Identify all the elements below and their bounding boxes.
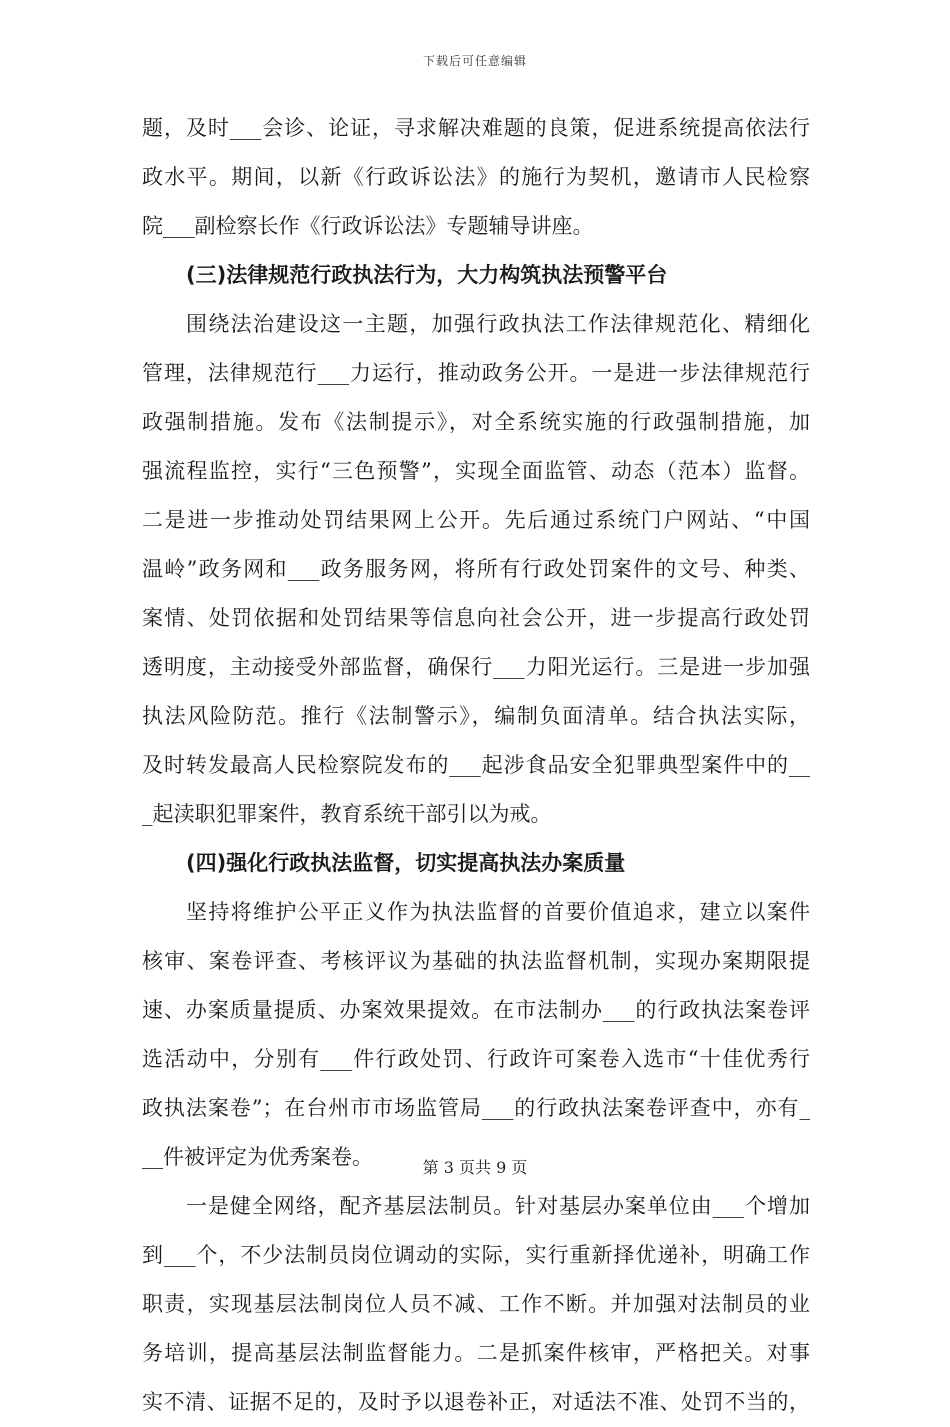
- page-number: 第 3 页共 9 页: [422, 1158, 528, 1177]
- paragraph-line: 核审、案卷评查、考核评议为基础的执法监督机制，实现办案期限提: [142, 949, 810, 973]
- paragraph-line: 政强制措施。发布《法制提示》，对全系统实施的行政强制措施，加: [142, 410, 810, 434]
- document-body: [142, 104, 810, 1427]
- paragraph-line: 政执法案卷”；在台州市市场监管局___的行政执法案卷评查中，亦有_: [142, 1096, 810, 1120]
- paragraph-line: 执法风险防范。推行《法制警示》，编制负面清单。结合执法实际，: [142, 704, 810, 728]
- paragraph-line: 题，及时___会诊、论证，寻求解决难题的良策，促进系统提高依法行: [142, 116, 810, 140]
- paragraph-line: _起渎职犯罪案件，教育系统干部引以为戒。: [142, 802, 552, 826]
- paragraph-line: 到___个，不少法制员岗位调动的实际，实行重新择优递补，明确工作: [142, 1243, 810, 1267]
- paragraph-line: __件被评定为优秀案卷。: [142, 1145, 373, 1169]
- paragraph-line: 及时转发最高人民检察院发布的___起涉食品安全犯罪典型案件中的__: [142, 753, 810, 777]
- paragraph-line: 围绕法治建设这一主题，加强行政执法工作法律规范化、精细化: [186, 312, 810, 336]
- paragraph-line: 透明度，主动接受外部监督，确保行___力阳光运行。三是进一步加强: [142, 655, 810, 679]
- paragraph-line: 政水平。期间，以新《行政诉讼法》的施行为契机，邀请市人民检察: [142, 165, 810, 189]
- paragraph-line: 院___副检察长作《行政诉讼法》专题辅导讲座。: [142, 214, 594, 238]
- paragraph-line: 速、办案质量提质、办案效果提效。在市法制办___的行政执法案卷评: [142, 998, 810, 1022]
- paragraph-line: 实不清、证据不足的，及时予以退卷补正，对适法不准、处罚不当的，: [142, 1390, 810, 1414]
- paragraph-line: 管理，法律规范行___力运行，推动政务公开。一是进一步法律规范行: [142, 361, 810, 385]
- paragraph-line: 二是进一步推动处罚结果网上公开。先后通过系统门户网站、“中国: [142, 508, 810, 532]
- paragraph-line: 案情、处罚依据和处罚结果等信息向社会公开，进一步提高行政处罚: [142, 606, 810, 630]
- paragraph-line: 强流程监控，实行“三色预警”，实现全面监管、动态（范本）监督。: [142, 459, 810, 483]
- paragraph-line: 务培训，提高基层法制监督能力。二是抓案件核审，严格把关。对事: [142, 1341, 810, 1365]
- paragraph-line: 选活动中，分别有___件行政处罚、行政许可案卷入选市“十佳优秀行: [142, 1047, 810, 1071]
- paragraph-line: 坚持将维护公平正义作为执法监督的首要价值追求，建立以案件: [186, 900, 810, 924]
- section-heading: (三)法律规范行政执法行为，大力构筑执法预警平台: [186, 263, 668, 287]
- paragraph-line: 温岭”政务网和___政务服务网，将所有行政处罚案件的文号、种类、: [142, 557, 810, 581]
- paragraph-line: 职责，实现基层法制岗位人员不减、工作不断。并加强对法制员的业: [142, 1292, 810, 1316]
- page-header: 下载后可任意编辑: [422, 54, 527, 68]
- paragraph-line: 一是健全网络，配齐基层法制员。针对基层办案单位由___个增加: [186, 1194, 810, 1218]
- section-heading: (四)强化行政执法监督，切实提高执法办案质量: [186, 851, 626, 875]
